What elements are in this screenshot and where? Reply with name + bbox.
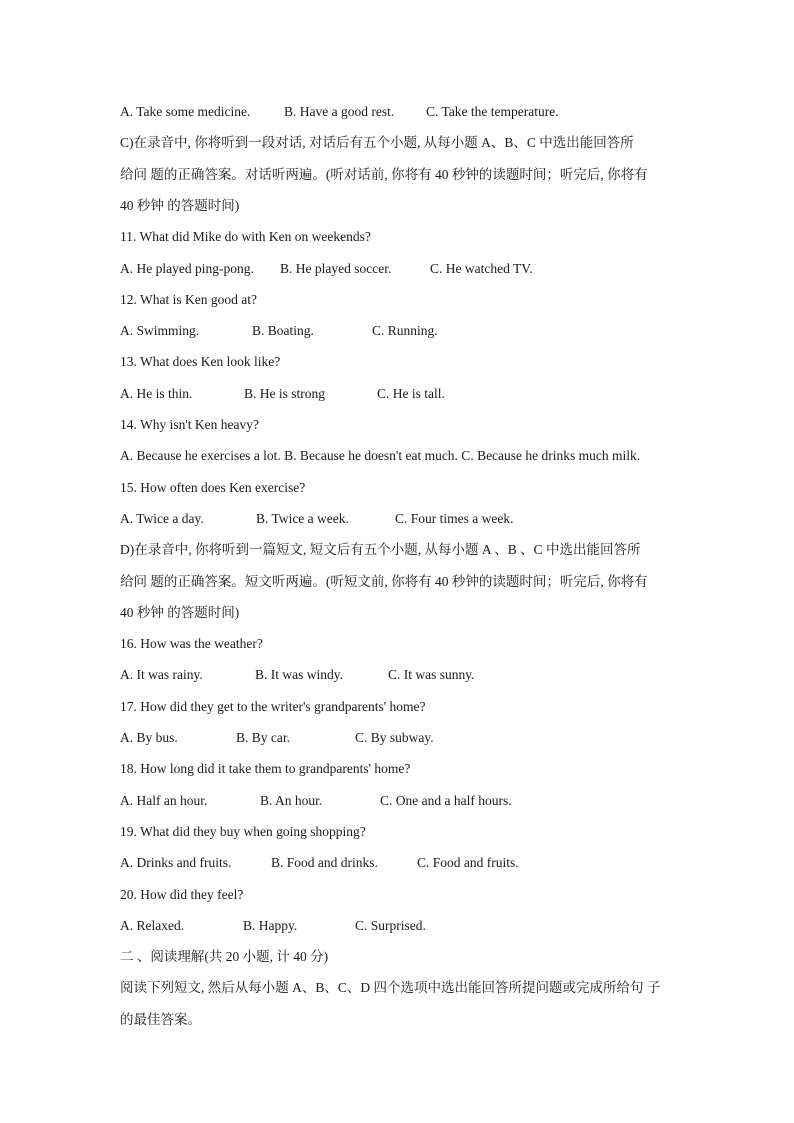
text-line: 二 、阅读理解(共 20 小题, 计 40 分) [120,949,329,965]
answer-option: A. He played ping-pong. [120,260,254,276]
text-line: 40 秒钟 的答题时间) [120,197,240,213]
answer-option: C. Running. [372,323,438,339]
text-line: A. Because he exercises a lot. B. Because he doesn't eat much. C. Because he drinks much milk. [120,448,641,464]
text-line: 40 秒钟 的答题时间) [120,604,240,620]
text-line: 15. How often does Ken exercise? [120,479,306,495]
text-line: 16. How was the weather? [120,636,263,652]
answer-option: A. Relaxed. [120,917,185,933]
answer-option: C. Four times a week. [395,510,514,526]
text-line: 13. What does Ken look like? [120,354,281,370]
answer-option: A. Swimming. [120,323,200,339]
answer-option: A. Take some medicine. [120,104,251,119]
answer-option: B. Happy. [243,917,298,933]
text-line: 20. How did they feel? [120,886,244,902]
answer-option: A. It was rainy. [120,667,203,683]
text-line: 给问 题的正确答案。短文听两遍。(听短文前, 你将有 40 秒钟的读题时间；听完后, 你将有 [120,573,648,589]
answer-option: B. He played soccer. [280,260,392,276]
text-line: 阅读下列短文, 然后从每小题 A、B、C、D 四个选项中选出能回答所提问题或完成所给句 子 [120,980,661,996]
answer-option: C. It was sunny. [388,667,475,683]
answer-option: B. Twice a week. [256,510,349,526]
text-line: 14. Why isn't Ken heavy? [120,417,260,432]
answer-option: C. By subway. [355,730,434,745]
answer-option: B. He is strong [244,385,325,401]
text-line: 的最佳答案。 [120,1011,201,1027]
text-line: 11. What did Mike do with Ken on weekends? [120,229,371,245]
text-line: 17. How did they get to the writer's grandparents' home? [120,698,426,714]
answer-option: A. Half an hour. [120,792,208,808]
text-line: 18. How long did it take them to grandparents' home? [120,761,411,777]
answer-option: C. Surprised. [355,917,426,933]
answer-option: C. He watched TV. [430,260,533,276]
answer-option: B. Food and drinks. [271,855,378,871]
text-line: 给问 题的正确答案。对话听两遍。(听对话前, 你将有 40 秒钟的读题时间；听完后, 你将有 [120,166,648,182]
answer-option: A. Twice a day. [120,510,204,526]
answer-option: B. By car. [236,730,290,745]
answer-option: C. Food and fruits. [417,855,519,871]
answer-option: C. He is tall. [377,385,445,401]
answer-option: C. Take the temperature. [426,104,559,119]
text-line: C)在录音中, 你将听到一段对话, 对话后有五个小题, 从每小题 A、B、C 中选出能回答所 [120,135,634,151]
answer-option: C. One and a half hours. [380,792,512,808]
answer-option: B. An hour. [260,792,323,808]
text-line: D)在录音中, 你将听到一篇短文, 短文后有五个小题, 从每小题 A 、B 、C 中选出能回答所 [120,542,641,558]
answer-option: B. Have a good rest. [284,104,395,119]
answer-option: A. Drinks and fruits. [120,855,232,871]
answer-option: B. Boating. [252,323,314,339]
text-line: 19. What did they buy when going shopping? [120,823,366,839]
text-line: 12. What is Ken good at? [120,291,257,307]
answer-option: B. It was windy. [255,667,343,683]
answer-option: A. He is thin. [120,385,193,401]
answer-option: A. By bus. [120,730,178,745]
